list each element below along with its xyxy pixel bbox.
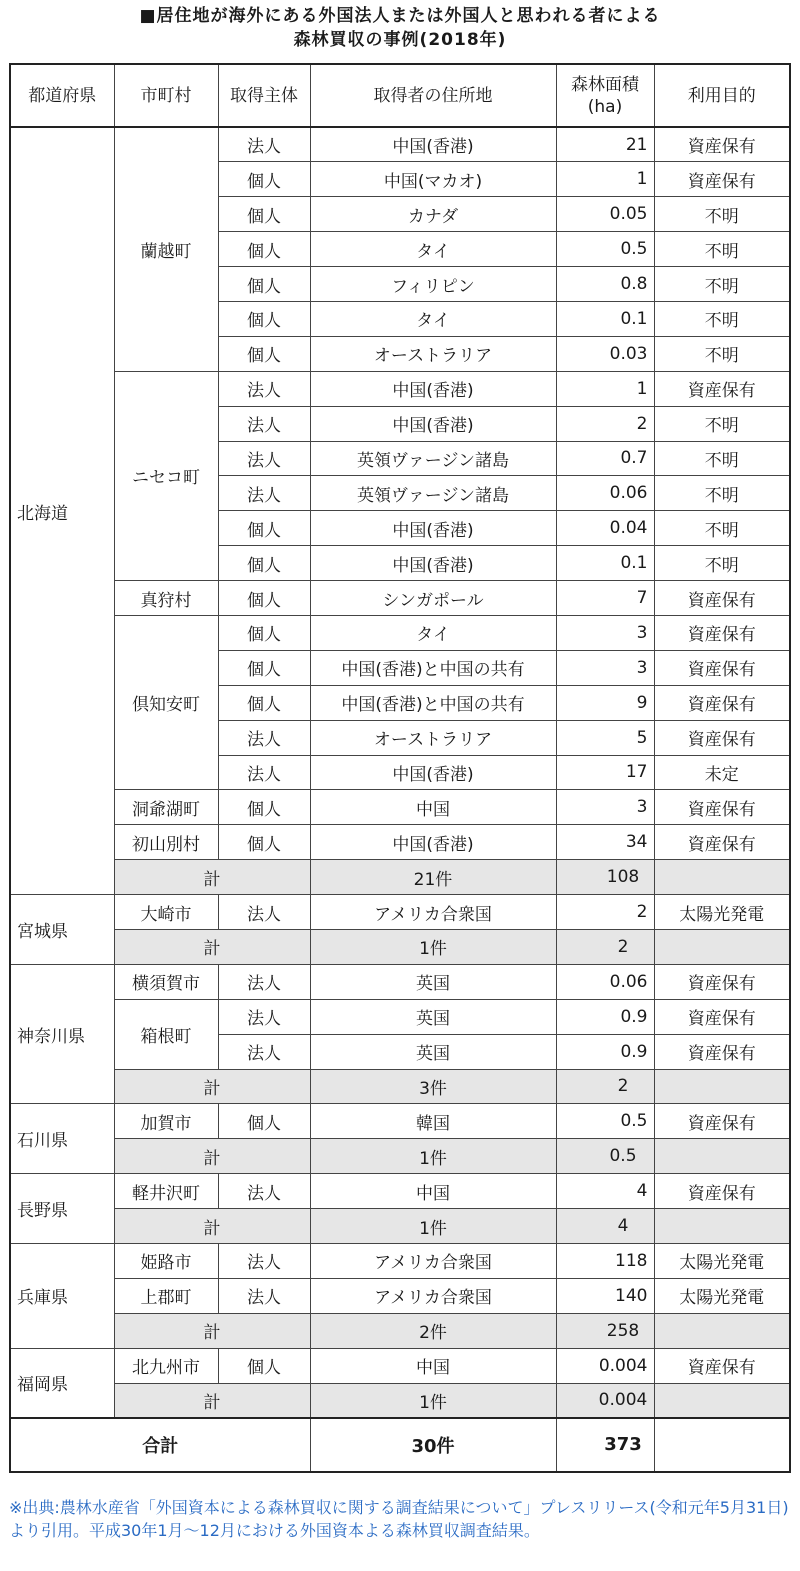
- forest-area: 2: [556, 895, 654, 930]
- acquirer-type: 法人: [218, 1174, 310, 1209]
- header-row: [10, 64, 790, 127]
- acquirer-type: 個人: [218, 546, 310, 581]
- acquirer-address: 英領ヴァージン諸島: [310, 476, 556, 511]
- acquirer-type: 個人: [218, 1104, 310, 1139]
- source-note: ※出典:農林水産省「外国資本による森林買収に関する調査結果について」プレスリリース(令和元年5月31日)より引用。平成30年1月〜12月における外国資本よる森林買収調査結果。: [9, 1498, 789, 1540]
- usage-purpose: 太陽光発電: [654, 895, 790, 930]
- subtotal-area: 0.5: [556, 1139, 654, 1174]
- forest-area: 0.7: [556, 441, 654, 476]
- acquirer-address: カナダ: [310, 197, 556, 232]
- forest-area: 0.004: [556, 1348, 654, 1383]
- subtotal-count: 21件: [310, 860, 556, 895]
- usage-purpose: 不明: [654, 406, 790, 441]
- usage-purpose: 不明: [654, 546, 790, 581]
- municipality-cell: 横須賀市: [114, 964, 218, 999]
- usage-purpose: 太陽光発電: [654, 1244, 790, 1279]
- acquirer-address: 英国: [310, 964, 556, 999]
- forest-area: 0.8: [556, 267, 654, 302]
- acquirer-type: 個人: [218, 336, 310, 371]
- acquirer-address: オーストラリア: [310, 336, 556, 371]
- usage-purpose: 資産保有: [654, 685, 790, 720]
- forest-area: 34: [556, 825, 654, 860]
- subtotal-label: 計: [114, 860, 310, 895]
- title-line-1: ■居住地が海外にある外国法人または外国人と思われる者による: [139, 6, 661, 26]
- acquirer-type: 個人: [218, 511, 310, 546]
- prefecture-cell: 宮城県: [10, 895, 114, 965]
- grand-total-purpose-empty: [654, 1418, 790, 1472]
- forest-area: 5: [556, 720, 654, 755]
- acquirer-address: タイ: [310, 232, 556, 267]
- forest-area: 4: [556, 1174, 654, 1209]
- usage-purpose: 資産保有: [654, 964, 790, 999]
- acquirer-address: 中国(香港): [310, 511, 556, 546]
- prefecture-cell: 長野県: [10, 1174, 114, 1244]
- municipality-cell: 大崎市: [114, 895, 218, 930]
- forest-area: 0.9: [556, 1034, 654, 1069]
- prefecture-cell: 石川県: [10, 1104, 114, 1174]
- forest-area: 17: [556, 755, 654, 790]
- usage-purpose: 不明: [654, 511, 790, 546]
- subtotal-label: 計: [114, 1383, 310, 1418]
- acquirer-type: 個人: [218, 1348, 310, 1383]
- table-row: [10, 581, 790, 616]
- usage-purpose: 資産保有: [654, 371, 790, 406]
- acquirer-type: 個人: [218, 267, 310, 302]
- municipality-cell: 軽井沢町: [114, 1174, 218, 1209]
- usage-purpose: 資産保有: [654, 650, 790, 685]
- acquirer-type: 法人: [218, 1244, 310, 1279]
- forest-area: 1: [556, 371, 654, 406]
- subtotal-count: 1件: [310, 1139, 556, 1174]
- acquirer-address: オーストラリア: [310, 720, 556, 755]
- header-acquirer-type: 取得主体: [218, 64, 310, 127]
- subtotal-purpose-empty: [654, 1209, 790, 1244]
- forest-area: 0.04: [556, 511, 654, 546]
- forest-area: 0.06: [556, 476, 654, 511]
- municipality-cell: 上郡町: [114, 1278, 218, 1313]
- acquirer-type: 法人: [218, 755, 310, 790]
- acquirer-type: 個人: [218, 301, 310, 336]
- forest-area: 0.06: [556, 964, 654, 999]
- table-row: [10, 1278, 790, 1313]
- acquirer-type: 法人: [218, 406, 310, 441]
- subtotal-area: 108: [556, 860, 654, 895]
- acquirer-type: 法人: [218, 999, 310, 1034]
- usage-purpose: 不明: [654, 476, 790, 511]
- subtotal-area: 0.004: [556, 1383, 654, 1418]
- usage-purpose: 資産保有: [654, 1104, 790, 1139]
- acquirer-type: 個人: [218, 162, 310, 197]
- forest-area: 3: [556, 790, 654, 825]
- municipality-cell: 洞爺湖町: [114, 790, 218, 825]
- acquirer-type: 個人: [218, 197, 310, 232]
- forest-area: 3: [556, 650, 654, 685]
- grand-total-label: 合計: [10, 1418, 310, 1472]
- subtotal-count: 1件: [310, 929, 556, 964]
- acquirer-address: タイ: [310, 301, 556, 336]
- municipality-cell: 加賀市: [114, 1104, 218, 1139]
- acquirer-address: 中国(香港): [310, 546, 556, 581]
- municipality-cell: ニセコ町: [114, 371, 218, 580]
- usage-purpose: 不明: [654, 197, 790, 232]
- acquirer-address: 英国: [310, 999, 556, 1034]
- header-area: 森林面積(ha): [556, 64, 654, 127]
- acquirer-type: 個人: [218, 685, 310, 720]
- subtotal-row: [10, 1069, 790, 1104]
- usage-purpose: 資産保有: [654, 615, 790, 650]
- subtotal-purpose-empty: [654, 1313, 790, 1348]
- grand-total-area: 373: [556, 1418, 654, 1472]
- acquirer-address: 中国: [310, 790, 556, 825]
- usage-purpose: 資産保有: [654, 1174, 790, 1209]
- usage-purpose: 不明: [654, 267, 790, 302]
- municipality-cell: 箱根町: [114, 999, 218, 1069]
- subtotal-row: [10, 860, 790, 895]
- acquirer-type: 個人: [218, 232, 310, 267]
- forest-area: 0.05: [556, 197, 654, 232]
- page-title: [0, 0, 800, 58]
- acquirer-type: 法人: [218, 1278, 310, 1313]
- usage-purpose: 資産保有: [654, 1348, 790, 1383]
- acquirer-type: 個人: [218, 615, 310, 650]
- acquirer-type: 個人: [218, 790, 310, 825]
- acquirer-address: タイ: [310, 615, 556, 650]
- forest-area: 0.03: [556, 336, 654, 371]
- forest-area: 0.1: [556, 301, 654, 336]
- municipality-cell: 蘭越町: [114, 127, 218, 371]
- subtotal-purpose-empty: [654, 860, 790, 895]
- table-row: [10, 1174, 790, 1209]
- header-prefecture: 都道府県: [10, 64, 114, 127]
- table-row: [10, 371, 790, 406]
- subtotal-row: [10, 929, 790, 964]
- subtotal-row: [10, 1209, 790, 1244]
- forest-area: 0.1: [556, 546, 654, 581]
- acquirer-address: シンガポール: [310, 581, 556, 616]
- acquirer-address: 中国(香港): [310, 825, 556, 860]
- subtotal-label: 計: [114, 929, 310, 964]
- acquirer-address: 中国: [310, 1174, 556, 1209]
- subtotal-label: 計: [114, 1209, 310, 1244]
- table-row: [10, 1348, 790, 1383]
- usage-purpose: 未定: [654, 755, 790, 790]
- subtotal-count: 3件: [310, 1069, 556, 1104]
- acquirer-address: 中国(香港)と中国の共有: [310, 685, 556, 720]
- table-row: [10, 964, 790, 999]
- forest-area: 140: [556, 1278, 654, 1313]
- acquirer-type: 法人: [218, 1034, 310, 1069]
- grand-total-row: [10, 1418, 790, 1472]
- table-row: [10, 1104, 790, 1139]
- usage-purpose: 不明: [654, 232, 790, 267]
- prefecture-cell: 兵庫県: [10, 1244, 114, 1349]
- table-row: [10, 825, 790, 860]
- forest-area: 21: [556, 127, 654, 162]
- municipality-cell: 姫路市: [114, 1244, 218, 1279]
- acquirer-address: アメリカ合衆国: [310, 1278, 556, 1313]
- prefecture-cell: 福岡県: [10, 1348, 114, 1418]
- acquirer-type: 法人: [218, 441, 310, 476]
- subtotal-area: 4: [556, 1209, 654, 1244]
- municipality-cell: 北九州市: [114, 1348, 218, 1383]
- forest-area: 0.5: [556, 1104, 654, 1139]
- usage-purpose: 資産保有: [654, 127, 790, 162]
- acquirer-address: 中国(香港): [310, 406, 556, 441]
- acquirer-address: 中国: [310, 1348, 556, 1383]
- grand-total-count: 30件: [310, 1418, 556, 1472]
- acquirer-type: 個人: [218, 650, 310, 685]
- forest-area: 9: [556, 685, 654, 720]
- municipality-cell: 真狩村: [114, 581, 218, 616]
- municipality-cell: 倶知安町: [114, 615, 218, 789]
- forest-area: 7: [556, 581, 654, 616]
- subtotal-area: 2: [556, 1069, 654, 1104]
- usage-purpose: 資産保有: [654, 999, 790, 1034]
- acquirer-type: 法人: [218, 964, 310, 999]
- subtotal-purpose-empty: [654, 1139, 790, 1174]
- acquirer-address: 中国(香港): [310, 755, 556, 790]
- acquirer-address: 中国(香港): [310, 127, 556, 162]
- table-row: [10, 615, 790, 650]
- subtotal-row: [10, 1313, 790, 1348]
- subtotal-count: 2件: [310, 1313, 556, 1348]
- acquirer-type: 法人: [218, 895, 310, 930]
- subtotal-count: 1件: [310, 1383, 556, 1418]
- header-municipality: 市町村: [114, 64, 218, 127]
- table-row: [10, 895, 790, 930]
- acquirer-type: 個人: [218, 825, 310, 860]
- subtotal-count: 1件: [310, 1209, 556, 1244]
- table-row: [10, 127, 790, 162]
- acquirer-address: 英国: [310, 1034, 556, 1069]
- forest-area: 0.9: [556, 999, 654, 1034]
- usage-purpose: 資産保有: [654, 720, 790, 755]
- subtotal-row: [10, 1383, 790, 1418]
- usage-purpose: 資産保有: [654, 790, 790, 825]
- acquirer-type: 個人: [218, 581, 310, 616]
- acquirer-address: フィリピン: [310, 267, 556, 302]
- subtotal-label: 計: [114, 1139, 310, 1174]
- subtotal-area: 258: [556, 1313, 654, 1348]
- forest-area: 118: [556, 1244, 654, 1279]
- header-address: 取得者の住所地: [310, 64, 556, 127]
- subtotal-area: 2: [556, 929, 654, 964]
- forest-area: 2: [556, 406, 654, 441]
- acquirer-type: 法人: [218, 720, 310, 755]
- usage-purpose: 資産保有: [654, 1034, 790, 1069]
- table-row: [10, 999, 790, 1034]
- acquirer-type: 法人: [218, 476, 310, 511]
- acquirer-address: 韓国: [310, 1104, 556, 1139]
- acquirer-address: 英領ヴァージン諸島: [310, 441, 556, 476]
- usage-purpose: 資産保有: [654, 162, 790, 197]
- subtotal-purpose-empty: [654, 1069, 790, 1104]
- acquirer-address: アメリカ合衆国: [310, 1244, 556, 1279]
- subtotal-label: 計: [114, 1313, 310, 1348]
- prefecture-cell: 北海道: [10, 127, 114, 895]
- forest-area: 3: [556, 615, 654, 650]
- forest-acquisition-table: [9, 63, 791, 1473]
- title-line-2: 森林買収の事例(2018年): [293, 30, 507, 50]
- header-purpose: 利用目的: [654, 64, 790, 127]
- usage-purpose: 太陽光発電: [654, 1278, 790, 1313]
- municipality-cell: 初山別村: [114, 825, 218, 860]
- usage-purpose: 不明: [654, 441, 790, 476]
- subtotal-purpose-empty: [654, 929, 790, 964]
- forest-area: 1: [556, 162, 654, 197]
- usage-purpose: 資産保有: [654, 581, 790, 616]
- prefecture-cell: 神奈川県: [10, 964, 114, 1104]
- usage-purpose: 不明: [654, 301, 790, 336]
- usage-purpose: 資産保有: [654, 825, 790, 860]
- acquirer-address: 中国(香港)と中国の共有: [310, 650, 556, 685]
- table-row: [10, 790, 790, 825]
- forest-area: 0.5: [556, 232, 654, 267]
- acquirer-type: 法人: [218, 127, 310, 162]
- subtotal-row: [10, 1139, 790, 1174]
- acquirer-address: アメリカ合衆国: [310, 895, 556, 930]
- acquirer-address: 中国(マカオ): [310, 162, 556, 197]
- subtotal-label: 計: [114, 1069, 310, 1104]
- table-row: [10, 1244, 790, 1279]
- subtotal-purpose-empty: [654, 1383, 790, 1418]
- usage-purpose: 不明: [654, 336, 790, 371]
- acquirer-type: 法人: [218, 371, 310, 406]
- acquirer-address: 中国(香港): [310, 371, 556, 406]
